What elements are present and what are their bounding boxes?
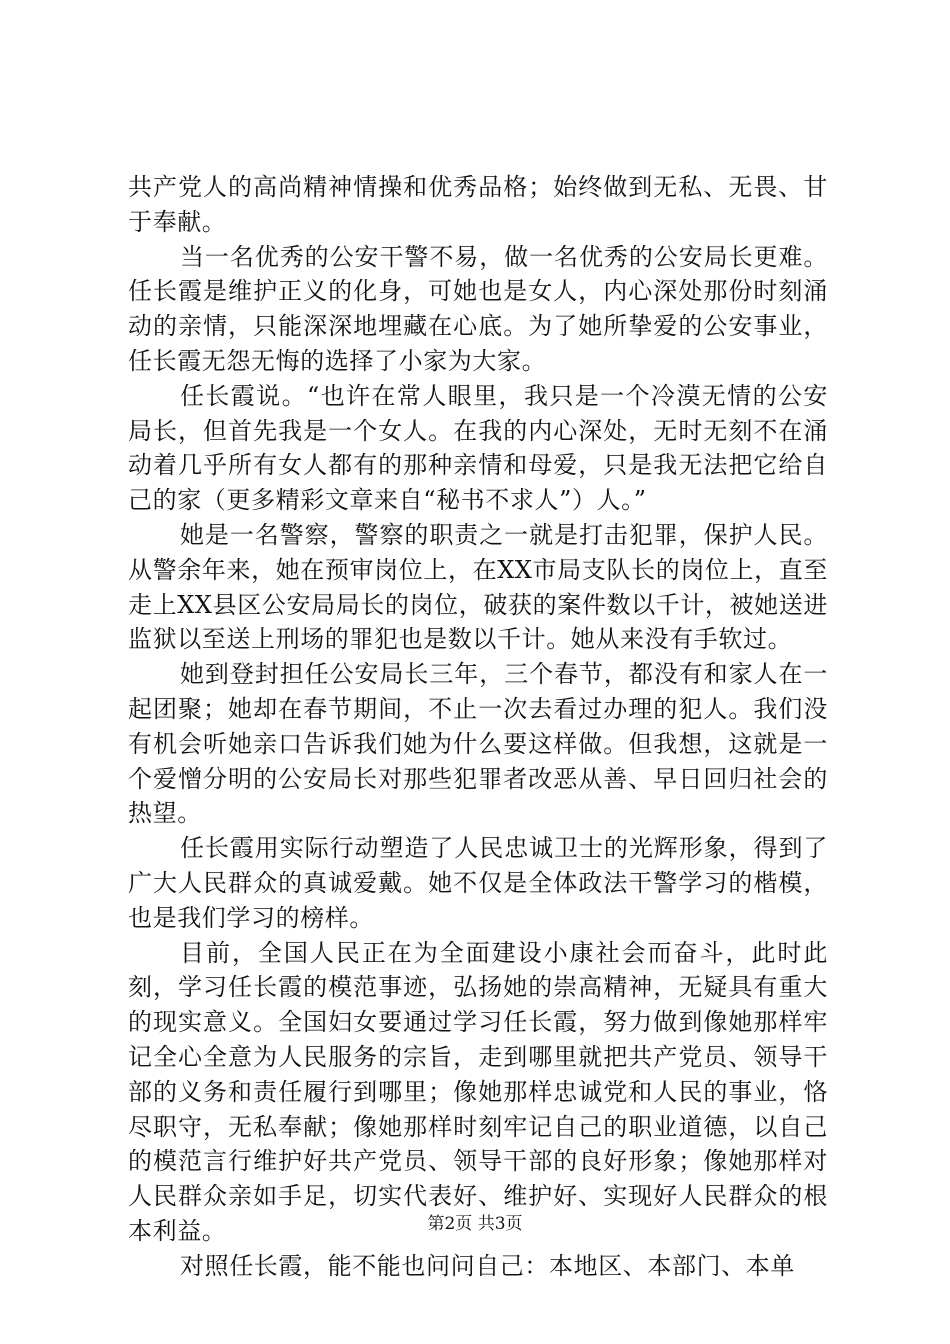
paragraph-5: 她到登封担任公安局长三年，三个春节，都没有和家人在一起团聚；她却在春节期间，不止一次去看过办理的犯人。我们没有机会听她亲口告诉我们她为什么要这样做。但我想，这就是一个爱憎分明的公安局长对那些犯罪者改恶从善、早日回归社会的热望。 <box>128 660 828 828</box>
paragraph-4: 她是一名警察，警察的职责之一就是打击犯罪，保护人民。从警余年来，她在预审岗位上，在XX市局支队长的岗位上，直至走上XX县区公安局局长的岗位，破获的案件数以千计，被她送进监狱以至送上刑场的罪犯也是数以千计。她从来没有手软过。 <box>128 520 828 654</box>
paragraph-8: 对照任长霞，能不能也问问自己：本地区、本部门、本单 <box>180 1251 795 1280</box>
body-text <box>128 170 828 1284</box>
page-footer: 第2页 共3页 <box>427 1214 523 1234</box>
paragraph-3: 任长霞说。“也许在常人眼里，我只是一个冷漠无情的公安局长，但首先我是一个女人。在我的内心深处，无时无刻不在涌动着几乎所有女人都有的那种亲情和母爱，只是我无法把它给自己的家（更多精彩文章来自“秘书不求人”）人。” <box>128 381 828 515</box>
paragraph-7: 目前，全国人民正在为全面建设小康社会而奋斗，此时此刻，学习任长霞的模范事迹，弘扬她的崇高精神，无疑具有重大的现实意义。全国妇女要通过学习任长霞，努力做到像她那样牢记全心全意为人民服务的宗旨，走到哪里就把共产党员、领导干部的义务和责任履行到哪里；像她那样忠诚党和人民的事业，恪尽职守，无私奉献；像她那样时刻牢记自己的职业道德，以自己的模范言行维护好共产党员、领导干部的良好形象；像她那样对人民群众亲如手足，切实代表好、维护好、实现好人民群众的根本利益。 <box>128 938 828 1245</box>
paragraph-2: 当一名优秀的公安干警不易，做一名优秀的公安局长更难。任长霞是维护正义的化身，可她也是女人，内心深处那份时刻涌动的亲情，只能深深地埋藏在心底。为了她所挚爱的公安事业，任长霞无怨无悔的选择了小家为大家。 <box>128 242 828 375</box>
paragraph-6: 任长霞用实际行动塑造了人民忠诚卫士的光辉形象，得到了广大人民群众的真诚爱戴。她不仅是全体政法干警学习的楷模，也是我们学习的榜样。 <box>128 834 828 932</box>
paragraph-1: 共产党人的高尚精神情操和优秀品格；始终做到无私、无畏、甘于奉献。 <box>128 173 828 236</box>
